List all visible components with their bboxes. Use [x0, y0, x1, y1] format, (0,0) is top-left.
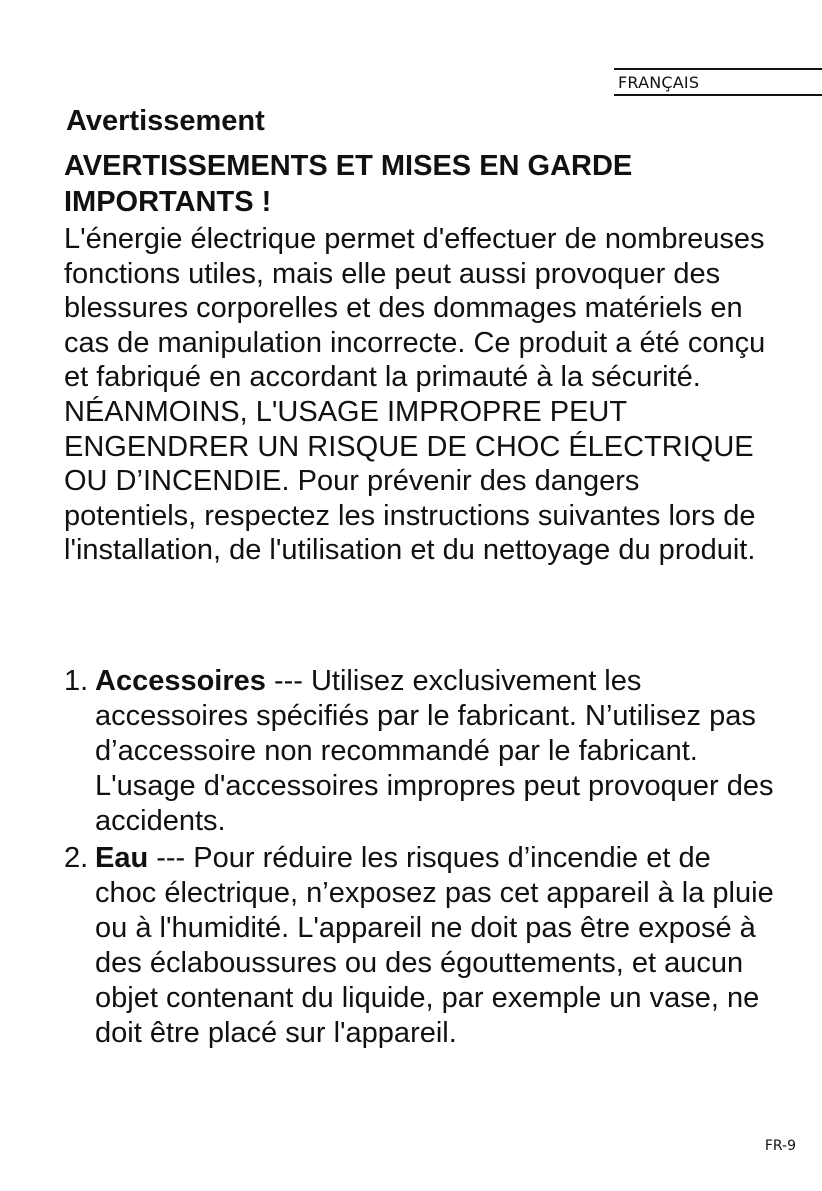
warning-list [64, 664, 774, 1053]
page-number: FR-9 [764, 1138, 796, 1154]
main-heading: AVERTISSEMENTS ET MISES EN GARDE IMPORTANTS ! [64, 150, 633, 218]
warning-item-water [64, 841, 774, 1051]
warning-item-accessories [64, 664, 774, 839]
language-header [614, 68, 822, 96]
item-text: --- Utilisez exclusivement les accessoires spécifiés par le fabricant. N’utilisez pas d’accessoire non recommandé par le fabricant. L'usage d'accessoires impropres peut provoquer des accidents. [95, 665, 774, 837]
item-text: --- Pour réduire les risques d’incendie et de choc électrique, n’exposez pas cet appareil à la pluie ou à l'humidité. L'appareil ne doit pas être exposé à des éclaboussures ou des égouttements, et aucun objet contenant du liquide, par exemple un vase, ne doit être placé sur l'appareil. [95, 842, 774, 1049]
language-label: FRANÇAIS [618, 73, 700, 92]
intro-paragraph: L'énergie électrique permet d'effectuer de nombreuses fonctions utiles, mais elle peut aussi provoquer des blessures corporelles et des dommages matériels en cas de manipulation incorrecte. Ce produit a été conçu et fabriqué en accordant la primauté à la sécurité. NÉANMOINS, L'USAGE IMPROPRE PEUT ENGENDRER UN RISQUE DE CHOC ÉLECTRIQUE OU D’INCENDIE. Pour prévenir des dangers potentiels, respectez les instructions suivantes lors de l'installation, de l'utilisation et du nettoyage du produit. [64, 223, 766, 567]
item-title: Accessoires [95, 665, 266, 697]
item-number: 2. [64, 842, 89, 874]
item-number: 1. [64, 665, 89, 697]
item-title: Eau [95, 842, 149, 874]
section-title: Avertissement [66, 105, 265, 137]
